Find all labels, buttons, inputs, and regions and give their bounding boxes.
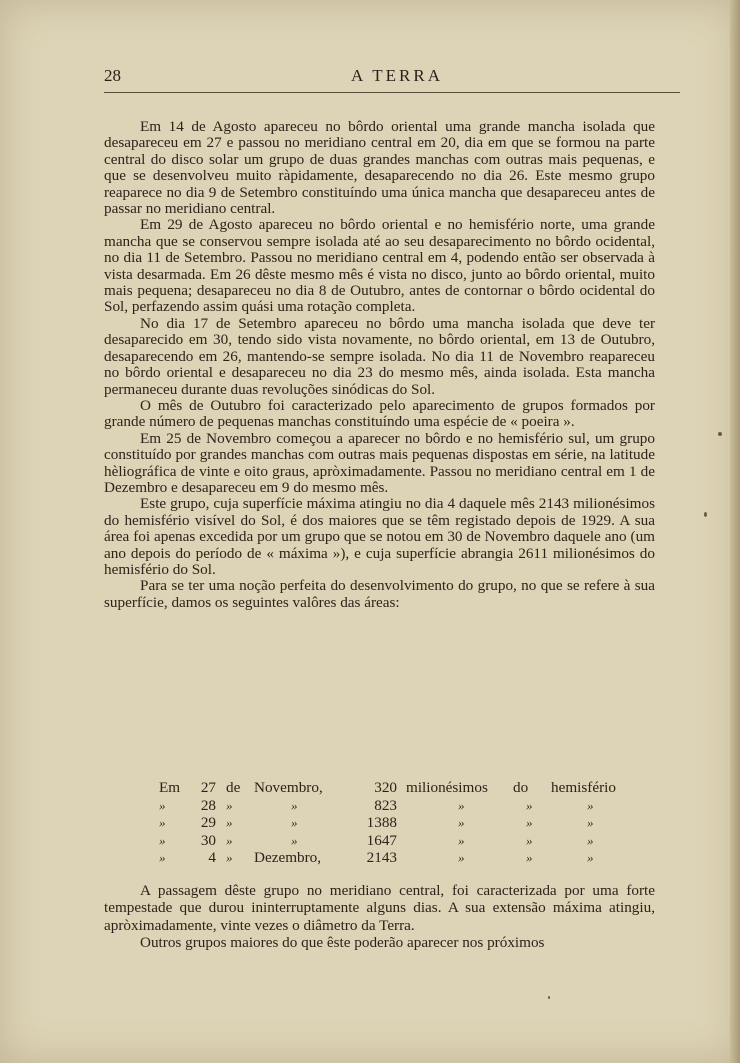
paragraph: Este grupo, cuja superfície máxima atingiu no dia 4 daquele mês 2143 milionésimos do hemisfério visível do Sol, é dos maiores que se têm registado depois de 1929. A sua área foi apenas excedida por um grupo que se notou em 30 de Novembro daquele ano (um ano depois do período de « máxima »), e cuja superfície abrangia 2611 milionésimos do hemisfério do Sol. [104,495,655,578]
row-de: de [226,779,241,796]
paragraph: No dia 17 de Setembro apareceu no bôrdo uma mancha isolada que deve ter desaparecido em 30, tendo sido vista novamente, no bôrdo oriental, em 13 de Outubro, desaparecendo em 26, mantendo-se sempre isolada. No dia 11 de Novembro reapareceu no bôrdo oriental e desapareceu no dia 23 do mesmo mês, ainda isolada. Esta mancha permaneceu durante duas revoluções sinódicas do Sol. [104,314,655,398]
article-closing [104,882,655,952]
row-prefix: » [159,797,166,813]
row-day: 4 [208,849,216,866]
paper-speck [704,512,707,517]
table-row [159,797,639,815]
row-de: » [226,832,233,848]
paragraph: Em 14 de Agosto apareceu no bôrdo oriental uma grande mancha isolada que desapareceu em 27 e passou no meridiano central em 20, dia em que se formou na parte central do disco solar um grupo de duas grandes manchas com outras mais pequenas, e que se desenvolveu muito ràpidamente, desaparecendo no dia 26. Este mesmo grupo reaparece no dia 9 de Setembro constituíndo uma única mancha que desapareceu antes de passar no meridiano central. [104,118,655,218]
paper-speck [718,432,722,436]
table-row [159,779,639,797]
row-day: 29 [200,814,216,831]
row-do: do [513,779,529,796]
row-unit: » [458,850,465,865]
row-unit: » [458,832,465,848]
row-do: » [526,815,533,830]
row-hem: » [587,850,594,865]
row-month: Dezembro, [254,849,322,866]
page-header [104,66,680,93]
row-value: 1388 [366,814,397,831]
page-edge [730,0,740,1063]
row-prefix: » [159,832,166,848]
paragraph: O mês de Outubro foi caracterizado pelo aparecimento de grupos formados por grande número de pequenas manchas constituíndo uma espécie de « poeira ». [104,396,655,431]
paragraph: Para se ter uma noção perfeita do desenvolvimento do grupo, no que se refere à sua superfície, damos os seguintes valôres das áreas: [104,577,655,611]
row-de: » [226,850,233,865]
table-row [159,849,639,867]
row-month: » [291,815,298,830]
row-unit: » [458,815,465,830]
paragraph: Em 29 de Agosto apareceu no bôrdo oriental e no hemisfério norte, uma grande mancha que se conservou sempre isolada até ao seu desaparecimento no bôrdo ocidental, no dia 11 de Setembro. Passou no meridiano central em 4, podendo então ser observada à vista desarmada. Em 26 dêste mesmo mês é vista no disco, junto ao bôrdo oriental, muito mais pequena; desapareceu no dia 8 de Outubro, antes de contornar o bôrdo ocidental do Sol, perfazendo assim quási uma rotação completa. [104,216,655,316]
table-row [159,832,639,850]
row-month: » [291,797,298,813]
row-prefix: Em [159,779,181,796]
paragraph: A passagem dêste grupo no meridiano central, foi caracterizada por uma forte tempestade que durou ininterruptamente alguns dias. A sua extensão máxima atingiu, apròximadamente, vinte vezes o diâmetro da Terra. [104,882,655,934]
paragraph: Outros grupos maiores do que êste poderão aparecer nos próximos [140,934,545,952]
row-de: » [226,815,233,830]
row-do: » [526,832,533,848]
row-hem: » [587,815,594,830]
running-title: A TERRA [350,66,443,85]
paper-speck [548,996,550,999]
row-day: 27 [200,779,216,796]
row-unit: milionésimos [406,779,488,796]
row-value: 823 [374,796,397,814]
row-month: Novembro, [254,779,323,796]
row-unit: » [458,797,465,813]
row-hem: hemisfério [551,779,616,796]
table-row [159,814,639,832]
row-value: 2143 [366,849,397,866]
row-do: » [526,797,533,813]
row-prefix: » [159,850,166,865]
row-prefix: » [159,815,166,830]
row-value: 320 [374,779,397,796]
row-do: » [526,850,533,865]
paragraph: Em 25 de Novembro começou a aparecer no bôrdo e no hemisfério sul, um grupo constituído por grandes manchas com outras mais pequenas dispostas em série, na latitude hèliográfica de vinte e oito graus, apròximadamente. Passou no meridiano central em 1 de Dezembro e desapareceu em 9 do mesmo mês. [104,429,655,496]
row-day: 30 [200,831,216,849]
row-value: 1647 [366,831,397,849]
row-de: » [226,797,233,813]
row-hem: » [587,832,594,848]
page-number: 28 [104,66,121,85]
row-hem: » [587,797,594,813]
row-day: 28 [200,796,216,814]
area-table [159,779,639,867]
article-body [104,119,655,611]
row-month: » [291,832,298,848]
